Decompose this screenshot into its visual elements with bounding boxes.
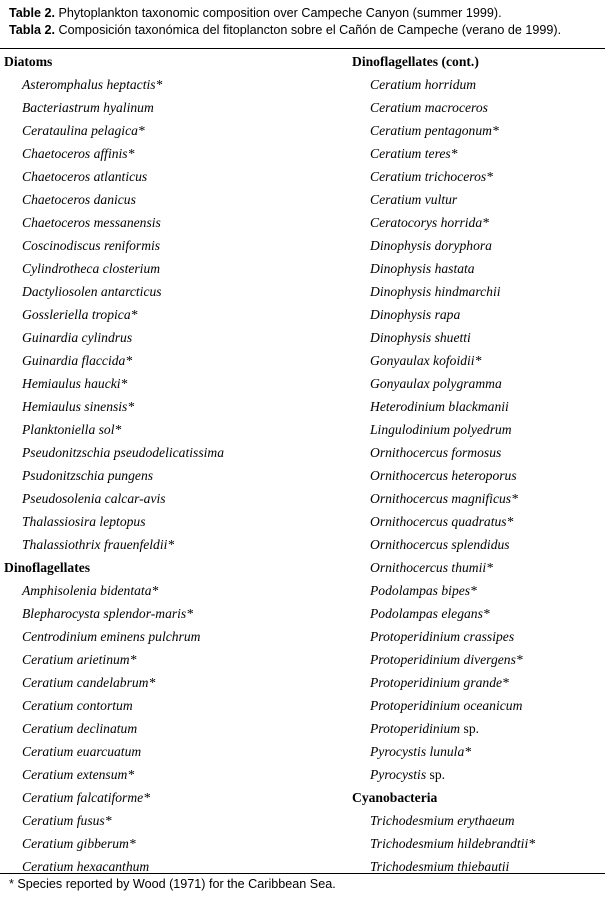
species-name [4, 579, 224, 602]
species-name-text: Ceratocorys horrida* [370, 215, 489, 230]
species-name-text: Pseudonitzschia pseudodelicatissima [22, 445, 225, 460]
species-name-text: Ornithocercus formosus [370, 445, 502, 460]
species-name-text: Ceratium falcatiforme* [22, 790, 150, 805]
group-heading-text: Dinoflagellates [4, 560, 91, 575]
species-name-text: Ornithocercus heteroporus [370, 468, 517, 483]
species-name [4, 602, 224, 625]
species-name-text: Dactyliosolen antarcticus [22, 284, 162, 299]
species-name [352, 671, 535, 694]
species-name [4, 464, 224, 487]
species-name-text: Planktoniella sol* [22, 422, 122, 437]
species-name-text: Ceratium teres* [370, 146, 458, 161]
species-name [352, 740, 535, 763]
group-heading-text: Dinoflagellates (cont.) [352, 54, 479, 69]
species-name [352, 855, 535, 878]
species-name-text: Blepharocysta splendor-maris* [22, 606, 194, 621]
species-name [352, 234, 535, 257]
caption-spanish [9, 22, 599, 39]
species-name-text: Heterodinium blackmanii [370, 399, 509, 414]
species-name-text: Pyrocystis [370, 767, 427, 782]
species-name-text: Ornithocercus magnificus* [370, 491, 518, 506]
species-name [4, 671, 224, 694]
species-name-text: Ceratium declinatum [22, 721, 138, 736]
species-name-text: Chaetoceros atlanticus [22, 169, 148, 184]
species-name-text: Protoperidinium [370, 721, 461, 736]
species-name-text: Asteromphalus heptactis* [22, 77, 163, 92]
species-name [4, 418, 224, 441]
species-name [4, 395, 224, 418]
species-name [4, 487, 224, 510]
species-name [352, 464, 535, 487]
group-heading [352, 50, 535, 73]
table-column-left [4, 50, 224, 878]
species-name [4, 740, 224, 763]
species-name [4, 441, 224, 464]
caption-spanish-label: Tabla 2. [9, 23, 55, 37]
species-name-text: Ceratium horridum [370, 77, 477, 92]
species-name-text: Chaetoceros danicus [22, 192, 136, 207]
species-name [352, 349, 535, 372]
species-name [4, 234, 224, 257]
species-name-text: Hemiaulus haucki* [22, 376, 128, 391]
species-name-text: Podolampas elegans* [370, 606, 490, 621]
species-name [352, 211, 535, 234]
species-name [4, 211, 224, 234]
species-name [352, 441, 535, 464]
species-name [352, 763, 535, 786]
species-name-text: Gossleriella tropica* [22, 307, 138, 322]
species-name [352, 303, 535, 326]
species-name-text: Protoperidinium divergens* [370, 652, 523, 667]
table-bottom-rule [0, 873, 605, 874]
species-name [4, 73, 224, 96]
species-name-text: Cerataulina pelagica* [22, 123, 145, 138]
species-name-text: Psudonitzschia pungens [22, 468, 154, 483]
species-name [4, 694, 224, 717]
species-name [352, 832, 535, 855]
species-name-text: Guinardia cylindrus [22, 330, 133, 345]
species-name [4, 188, 224, 211]
species-name [4, 119, 224, 142]
species-name-text: Protoperidinium grande* [370, 675, 509, 690]
species-name-text: Dinophysis hastata [370, 261, 475, 276]
species-name [4, 763, 224, 786]
species-name [352, 809, 535, 832]
species-name-text: Gonyaulax polygramma [370, 376, 502, 391]
species-name [352, 280, 535, 303]
species-name-text: Trichodesmium erythaeum [370, 813, 515, 828]
species-name [352, 648, 535, 671]
species-name-text: Ceratium vultur [370, 192, 458, 207]
species-name-text: Coscinodiscus reniformis [22, 238, 161, 253]
species-name [352, 694, 535, 717]
caption-english-label: Table 2. [9, 6, 55, 20]
species-name-text: Hemiaulus sinensis* [22, 399, 135, 414]
species-name-text: Pseudosolenia calcar-avis [22, 491, 166, 506]
species-name [352, 119, 535, 142]
species-name-text: Ceratium gibberum* [22, 836, 136, 851]
species-name-text: Trichodesmium thiebautii [370, 859, 510, 874]
species-name [352, 510, 535, 533]
species-name [352, 533, 535, 556]
species-name [4, 533, 224, 556]
species-name-text: Ceratium euarcuatum [22, 744, 142, 759]
species-name-text: Ceratium trichoceros* [370, 169, 493, 184]
table-column-right [352, 50, 535, 878]
species-name [4, 96, 224, 119]
species-name-text: Dinophysis rapa [370, 307, 461, 322]
species-name [4, 786, 224, 809]
caption-english-text: Phytoplankton taxonomic composition over Campeche Canyon (summer 1999). [54, 6, 502, 20]
species-name [4, 832, 224, 855]
species-name [352, 372, 535, 395]
species-name [4, 625, 224, 648]
species-name-text: Ornithocercus quadratus* [370, 514, 514, 529]
species-name [352, 487, 535, 510]
species-name [352, 556, 535, 579]
species-name-text: Ceratium hexacanthum [22, 859, 150, 874]
species-name-text: Pyrocystis lunula* [370, 744, 472, 759]
species-name [352, 257, 535, 280]
species-name [4, 349, 224, 372]
species-name-text: Trichodesmium hildebrandtii* [370, 836, 536, 851]
group-heading [4, 556, 224, 579]
species-name-text: Ceratium fusus* [22, 813, 112, 828]
table-caption [9, 5, 599, 39]
species-name [4, 510, 224, 533]
species-name [352, 625, 535, 648]
species-name [4, 326, 224, 349]
species-name [352, 395, 535, 418]
group-heading-text: Cyanobacteria [352, 790, 438, 805]
caption-spanish-text: Composición taxonómica del fitoplancton sobre el Cañón de Campeche (verano de 1999). [54, 23, 562, 37]
species-suffix: sp. [460, 721, 480, 736]
species-name [4, 855, 224, 878]
group-heading-text: Diatoms [4, 54, 53, 69]
species-name-text: Podolampas bipes* [370, 583, 477, 598]
species-name [4, 142, 224, 165]
species-name-text: Ceratium arietinum* [22, 652, 137, 667]
species-name [4, 280, 224, 303]
species-name [352, 579, 535, 602]
species-name [4, 303, 224, 326]
species-name-text: Ceratium pentagonum* [370, 123, 499, 138]
species-name [352, 188, 535, 211]
caption-english [9, 5, 599, 22]
species-name-text: Cylindrotheca closterium [22, 261, 161, 276]
species-name-text: Dinophysis shuetti [370, 330, 471, 345]
species-name-text: Ceratium extensum* [22, 767, 135, 782]
species-name [4, 257, 224, 280]
species-name [4, 165, 224, 188]
species-suffix: sp. [426, 767, 446, 782]
species-name [352, 326, 535, 349]
species-name-text: Guinardia flaccida* [22, 353, 133, 368]
species-name-text: Bacteriastrum hyalinum [22, 100, 154, 115]
species-name-text: Protoperidinium crassipes [370, 629, 515, 644]
species-name-text: Ceratium contortum [22, 698, 133, 713]
species-name [4, 372, 224, 395]
species-name [352, 73, 535, 96]
species-name-text: Dinophysis hindmarchii [370, 284, 501, 299]
species-name-text: Centrodinium eminens pulchrum [22, 629, 201, 644]
species-name-text: Chaetoceros affinis* [22, 146, 135, 161]
species-name [4, 648, 224, 671]
species-name [4, 809, 224, 832]
species-name-text: Dinophysis doryphora [370, 238, 492, 253]
species-name-text: Ornithocercus thumii* [370, 560, 493, 575]
species-name-text: Protoperidinium oceanicum [370, 698, 523, 713]
species-name [352, 418, 535, 441]
species-name-text: Lingulodinium polyedrum [370, 422, 512, 437]
species-name-text: Ceratium macroceros [370, 100, 488, 115]
table-top-rule [0, 48, 605, 49]
species-name [352, 602, 535, 625]
species-name-text: Chaetoceros messanensis [22, 215, 161, 230]
species-name [352, 165, 535, 188]
species-name-text: Thalassiothrix frauenfeldii* [22, 537, 175, 552]
species-name [352, 142, 535, 165]
species-name-text: Thalassiosira leptopus [22, 514, 146, 529]
table-footnote: * Species reported by Wood (1971) for the Caribbean Sea. [9, 877, 336, 891]
species-name-text: Amphisolenia bidentata* [22, 583, 159, 598]
species-name [4, 717, 224, 740]
species-name-text: Ceratium candelabrum* [22, 675, 156, 690]
species-name-text: Gonyaulax kofoidii* [370, 353, 482, 368]
species-name-text: Ornithocercus splendidus [370, 537, 510, 552]
group-heading [352, 786, 535, 809]
species-name [352, 96, 535, 119]
group-heading [4, 50, 224, 73]
species-name [352, 717, 535, 740]
